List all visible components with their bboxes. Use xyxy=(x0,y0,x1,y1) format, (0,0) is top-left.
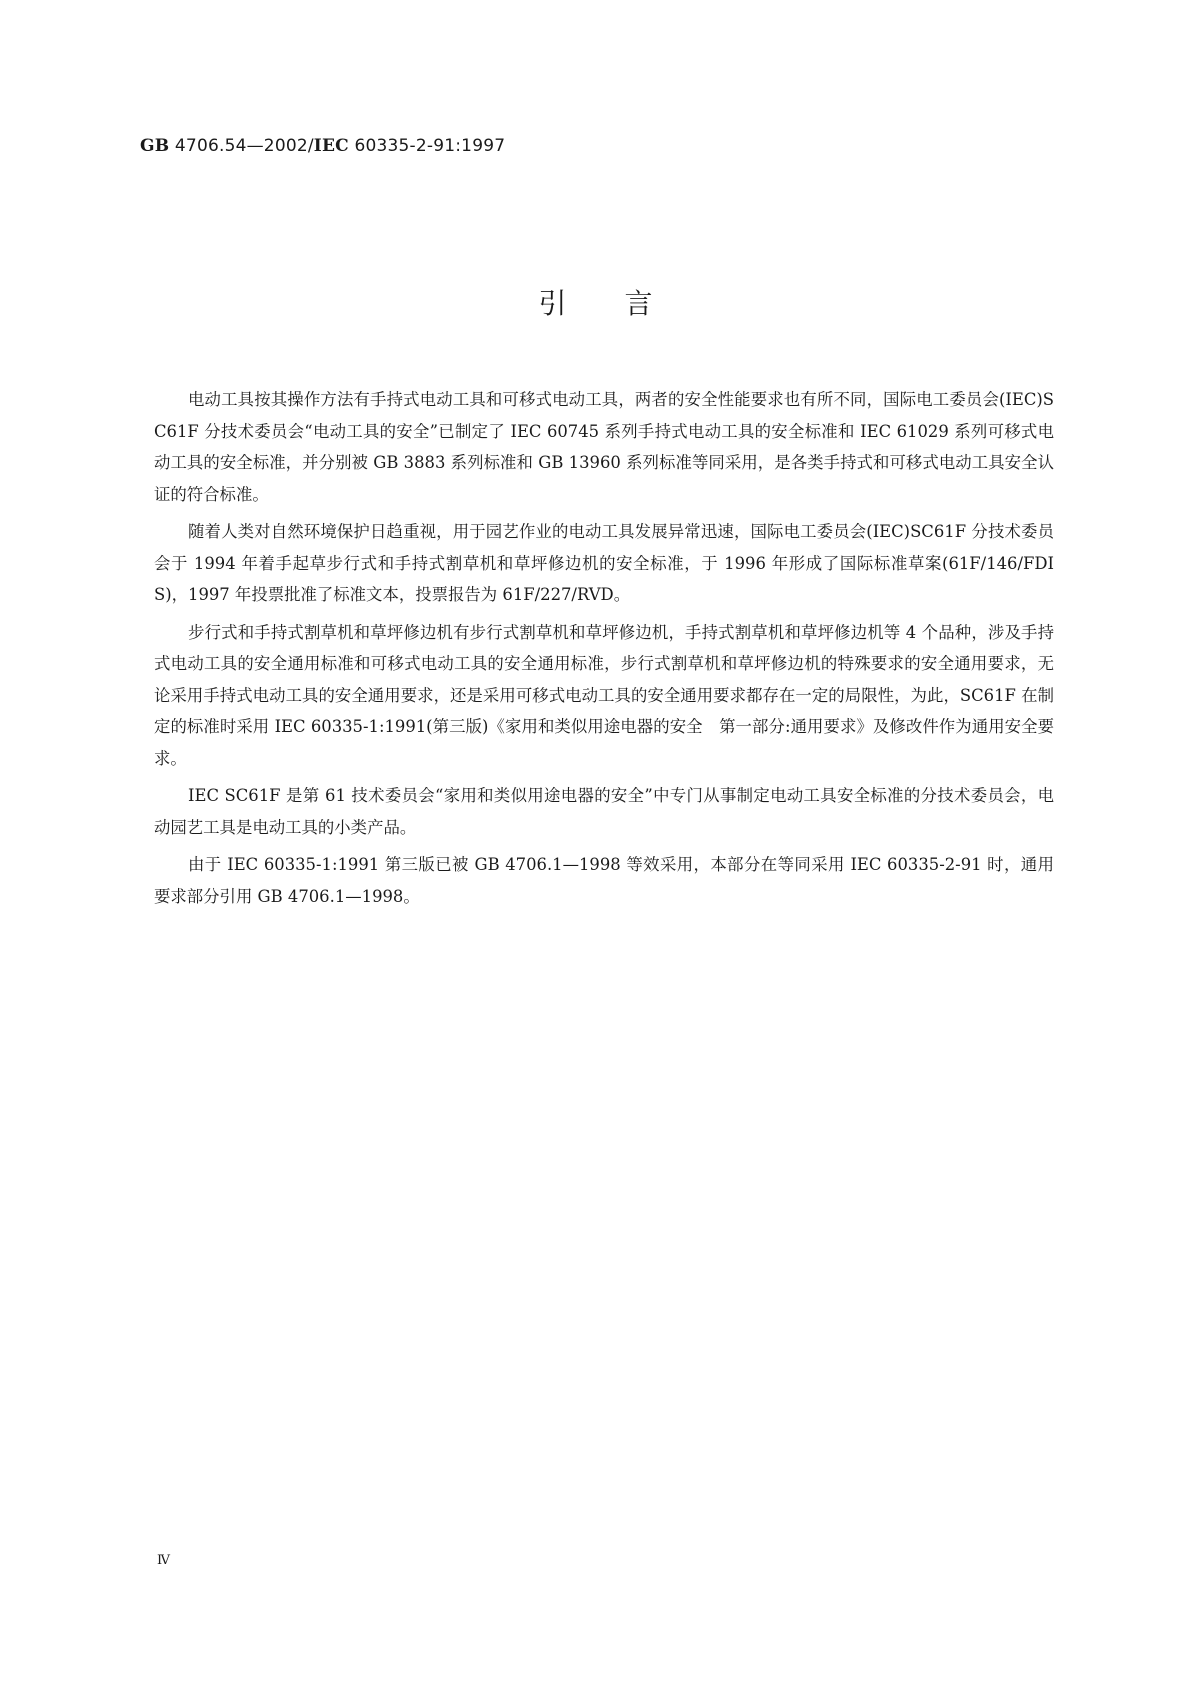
page-number: Ⅳ xyxy=(157,1553,170,1568)
title-char-2: 言 xyxy=(624,287,653,320)
paragraph-5: 由于 IEC 60335-1:1991 第三版已被 GB 4706.1—1998 等效采用，本部分在等同采用 IEC 60335-2-91 时，通用要求部分引用 GB 4706.1—1998。 xyxy=(154,855,1054,906)
paragraph-1: 电动工具按其操作方法有手持式电动工具和可移式电动工具，两者的安全性能要求也有所不同，国际电工委员会(IEC)SC61F 分技术委员会“电动工具的安全”已制定了 IEC 60745 系列手持式电动工具的安全标准和 IEC 61029 系列可移式电动工具的安全标准，并分别被 GB 3883 系列标准和 GB 13960 系列标准等同采用，是各类手持式和可移式电动工具安全认证的符合标准。 xyxy=(154,390,1054,504)
title-char-1: 引 xyxy=(538,287,567,320)
introduction-body xyxy=(154,384,1054,918)
gb-prefix: GB xyxy=(140,136,170,156)
paragraph-2: 随着人类对自然环境保护日趋重视，用于园艺作业的电动工具发展异常迅速，国际电工委员会(IEC)SC61F 分技术委员会于 1994 年着手起草步行式和手持式割草机和草坪修边机的安全标准，于 1996 年形成了国际标准草案(61F/146/FDIS)，1997 年投票批准了标准文本，投票报告为 61F/227/RVD。 xyxy=(154,522,1054,604)
iec-code: 60335-2-91:1997 xyxy=(354,136,506,156)
paragraph-4: IEC SC61F 是第 61 技术委员会“家用和类似用途电器的安全”中专门从事制定电动工具安全标准的分技术委员会，电动园艺工具是电动工具的小类产品。 xyxy=(154,786,1054,837)
paragraph-3: 步行式和手持式割草机和草坪修边机有步行式割草机和草坪修边机，手持式割草机和草坪修边机等 4 个品种，涉及手持式电动工具的安全通用标准和可移式电动工具的安全通用标准，步行式割草机和草坪修边机的特殊要求的安全通用要求，无论采用手持式电动工具的安全通用要求，还是采用可移式电动工具的安全通用要求都存在一定的局限性，为此，SC61F 在制定的标准时采用 IEC 60335-1:1991(第三版)《家用和类似用途电器的安全 第一部分:通用要求》及修改件作为通用安全要求。 xyxy=(154,622,1054,768)
iec-prefix: IEC xyxy=(313,136,349,156)
gb-code: 4706.54—2002/ xyxy=(174,136,314,156)
page-title xyxy=(0,282,1191,322)
standard-code-header xyxy=(140,136,505,156)
